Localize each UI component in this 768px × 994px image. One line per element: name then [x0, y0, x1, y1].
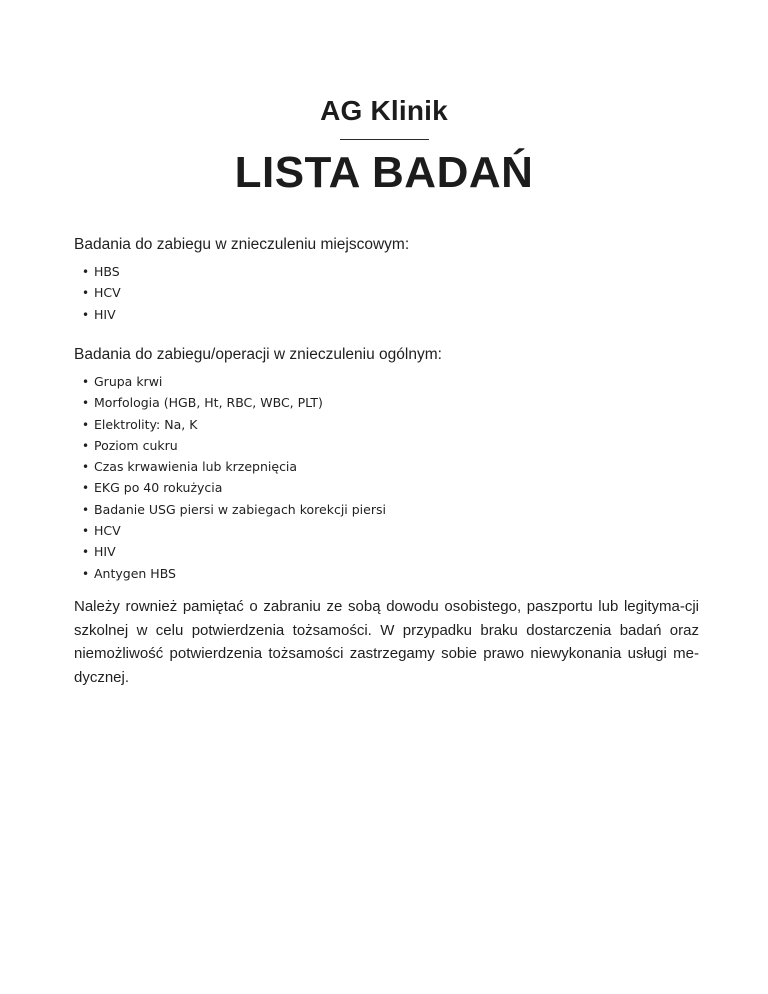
local-anesthesia-heading: Badania do zabiegu w znieczuleniu miejscowym:	[74, 236, 410, 253]
bullet-icon: •	[82, 438, 90, 453]
bullet-icon: •	[82, 375, 90, 389]
bullet-icon: •	[82, 545, 90, 560]
list-item-label: HCV	[94, 523, 121, 539]
bullet-icon: •	[82, 307, 90, 322]
list-item	[82, 520, 704, 541]
bullet-icon: •	[82, 396, 90, 411]
local-anesthesia-list	[74, 261, 704, 325]
page-title: LISTA BADAŃ	[234, 148, 534, 197]
list-item-label: Antygen HBS	[94, 565, 176, 581]
list-item-label: Elektrolity: Na, K	[94, 416, 198, 432]
general-anesthesia-section	[74, 345, 704, 584]
list-item	[82, 261, 704, 282]
bullet-icon: •	[82, 286, 90, 301]
list-item	[82, 477, 704, 498]
list-item-label: Grupa krwi	[94, 374, 163, 389]
general-anesthesia-heading: Badania do zabiegu/operacji w znieczuleniu ogólnym:	[74, 346, 442, 363]
list-item	[82, 499, 704, 520]
list-item	[82, 282, 704, 303]
list-item-label: HIV	[94, 306, 116, 322]
list-item	[82, 435, 704, 456]
list-item	[82, 563, 704, 584]
bullet-icon: •	[82, 524, 90, 539]
list-item	[82, 392, 704, 413]
clinic-name: AG Klinik	[320, 95, 448, 126]
list-item-label: HIV	[94, 544, 116, 560]
list-item-label: Badanie USG piersi w zabiegach korekcji piersi	[94, 501, 386, 517]
list-item-label: HBS	[94, 264, 120, 279]
list-item-label: Czas krwawienia lub krzepnięcia	[94, 459, 298, 475]
identity-note-paragraph: Należy rownież pamiętać o zabraniu ze sobą dowodu osobistego, paszportu lub legityma-cji szkolnej w celu potwierdzenia tożsamości. W przypadku braku dostarczenia badań oraz niemożliwość potwierdzenia tożsamości zastrzegamy sobie prawo niewykonania usługi me-dycznej.	[74, 598, 699, 686]
list-item-label: HCV	[94, 285, 121, 301]
list-item-label: EKG po 40 rokużycia	[94, 480, 223, 496]
list-item	[82, 414, 704, 435]
local-anesthesia-section	[74, 235, 704, 325]
list-item	[82, 541, 704, 562]
bullet-icon: •	[82, 265, 90, 279]
bullet-icon: •	[82, 417, 90, 432]
list-item-label: Morfologia (HGB, Ht, RBC, WBC, PLT)	[94, 395, 323, 411]
bullet-icon: •	[82, 460, 90, 475]
list-item	[82, 456, 704, 477]
bullet-icon: •	[82, 502, 90, 517]
list-item	[82, 304, 704, 325]
list-item	[82, 371, 704, 392]
general-anesthesia-list	[74, 371, 704, 584]
title-divider	[340, 139, 429, 140]
bullet-icon: •	[82, 481, 90, 496]
list-item-label: Poziom cukru	[94, 437, 178, 453]
bullet-icon: •	[82, 566, 90, 581]
